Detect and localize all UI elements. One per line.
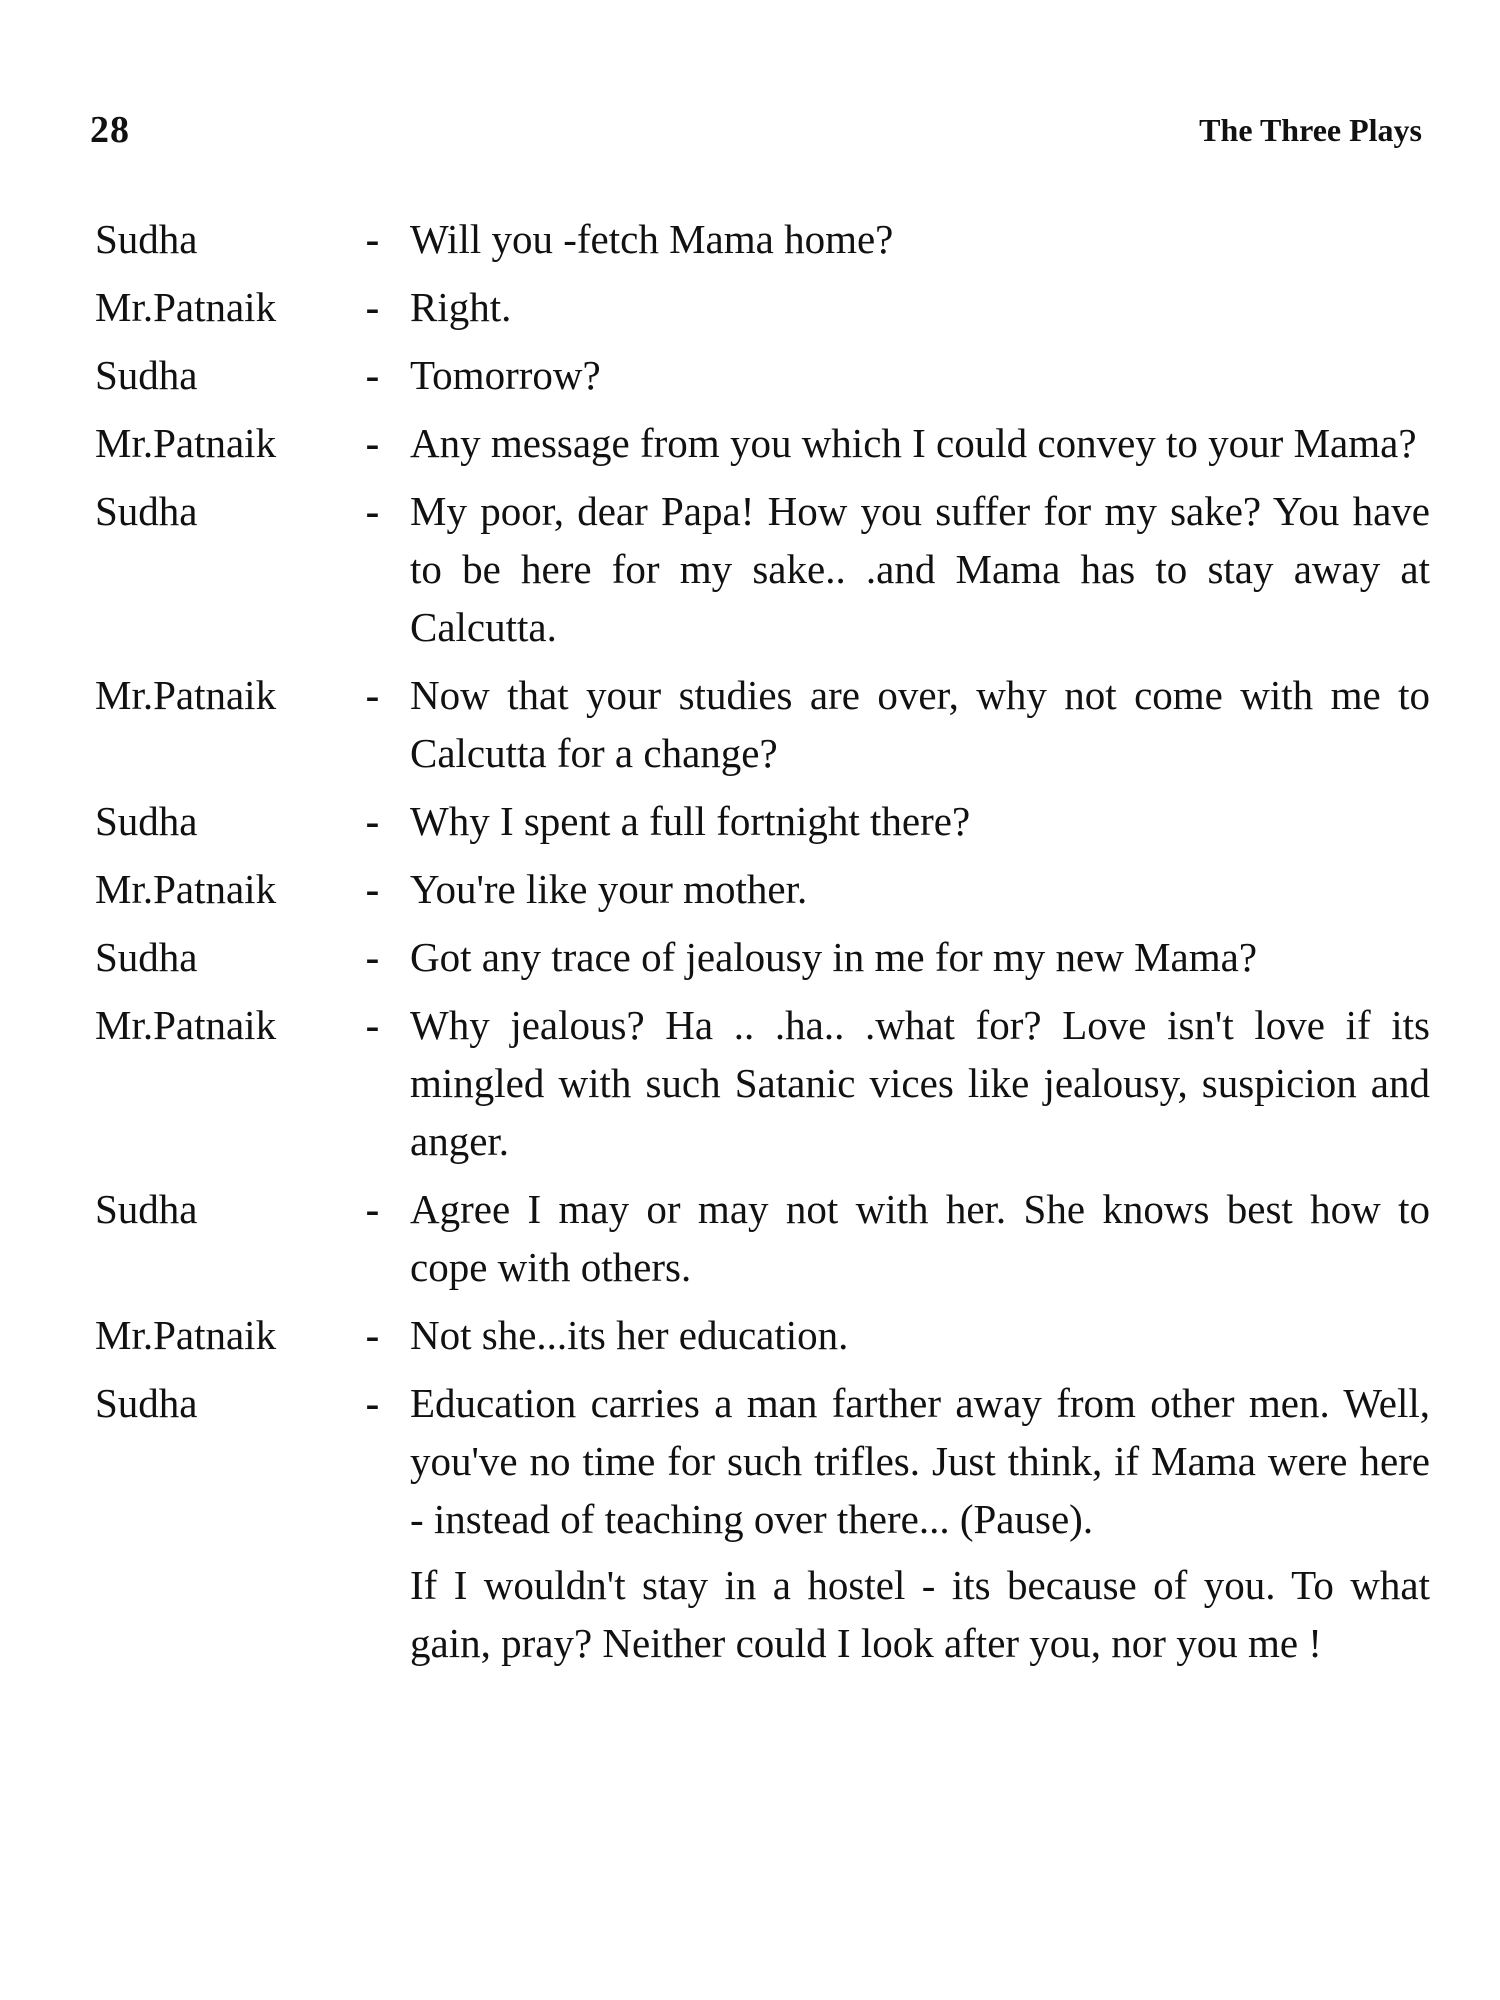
dialogue-line — [95, 792, 1430, 850]
speech-text — [410, 1180, 1430, 1296]
play-script — [95, 210, 1430, 1682]
speech-text — [410, 792, 1430, 850]
speech-paragraph: Got any trace of jealousy in me for my new Mama? — [410, 934, 1258, 980]
speech-text — [410, 996, 1430, 1170]
speech-text — [410, 414, 1430, 472]
speaker-dash: - — [365, 1312, 380, 1358]
speech-paragraph: You're like your mother. — [410, 866, 808, 912]
speaker-dash: - — [365, 1002, 380, 1048]
speaker-dash: - — [365, 284, 380, 330]
speaker-name: Sudha — [95, 352, 198, 398]
speech-paragraph: Agree I may or may not with her. She knows best how to cope with others. — [410, 1186, 1430, 1290]
speaker-name: Mr.Patnaik — [95, 1312, 277, 1358]
speech-text — [410, 278, 1430, 336]
dialogue-line — [95, 414, 1430, 472]
speaker-dash: - — [365, 934, 380, 980]
speaker-name: Mr.Patnaik — [95, 672, 277, 718]
dialogue-line — [95, 1180, 1430, 1296]
speech-paragraph: Education carries a man farther away from other men. Well, you've no time for such trifles. Just think, if Mama were here - instead of teaching over there... (Pause). — [410, 1380, 1430, 1542]
speaker-dash: - — [365, 866, 380, 912]
speech-paragraph: Will you -fetch Mama home? — [410, 216, 894, 262]
dialogue-line — [95, 666, 1430, 782]
speaker-dash: - — [365, 798, 380, 844]
speaker-dash: - — [365, 352, 380, 398]
speaker-dash: - — [365, 672, 380, 718]
speaker-name: Sudha — [95, 216, 198, 262]
speech-paragraph: Why I spent a full fortnight there? — [410, 798, 971, 844]
speaker-name: Mr.Patnaik — [95, 284, 277, 330]
speaker-name: Sudha — [95, 798, 198, 844]
speech-text — [410, 1306, 1430, 1364]
speaker-name: Sudha — [95, 1186, 198, 1232]
speech-paragraph: Tomorrow? — [410, 352, 601, 398]
speech-paragraph: Not she...its her education. — [410, 1312, 849, 1358]
speaker-name: Mr.Patnaik — [95, 420, 277, 466]
dialogue-line — [95, 996, 1430, 1170]
speech-paragraph: If I wouldn't stay in a hostel - its because of you. To what gain, pray? Neither could I look after you, nor you me ! — [410, 1562, 1430, 1666]
dialogue-line — [95, 860, 1430, 918]
speaker-dash: - — [365, 488, 380, 534]
dialogue-line — [95, 346, 1430, 404]
dialogue-line — [95, 278, 1430, 336]
speaker-dash: - — [365, 216, 380, 262]
speech-paragraph: Right. — [410, 284, 512, 330]
speech-text — [410, 210, 1430, 268]
speaker-name: Sudha — [95, 488, 198, 534]
running-title: The Three Plays — [1199, 112, 1422, 148]
speech-text — [410, 928, 1430, 986]
speaker-dash: - — [365, 420, 380, 466]
speaker-dash: - — [365, 1380, 380, 1426]
speech-text — [410, 346, 1430, 404]
dialogue-line — [95, 928, 1430, 986]
speech-text — [410, 666, 1430, 782]
speech-text — [410, 482, 1430, 656]
dialogue-line — [95, 482, 1430, 656]
speech-paragraph: Why jealous? Ha .. .ha.. .what for? Love isn't love if its mingled with such Satanic vices like jealousy, suspicion and anger. — [410, 1002, 1430, 1164]
speaker-dash: - — [365, 1186, 380, 1232]
dialogue-line — [95, 210, 1430, 268]
dialogue-line — [95, 1374, 1430, 1672]
speaker-name: Sudha — [95, 934, 198, 980]
speaker-name: Mr.Patnaik — [95, 1002, 277, 1048]
speech-text — [410, 860, 1430, 918]
speaker-name: Sudha — [95, 1380, 198, 1426]
speech-paragraph: Now that your studies are over, why not come with me to Calcutta for a change? — [410, 672, 1430, 776]
speech-paragraph: My poor, dear Papa! How you suffer for my sake? You have to be here for my sake.. .and Mama has to stay away at Calcutta. — [410, 488, 1430, 650]
dialogue-line — [95, 1306, 1430, 1364]
speaker-name: Mr.Patnaik — [95, 866, 277, 912]
page-number: 28 — [90, 109, 130, 151]
speech-text — [410, 1374, 1430, 1672]
speech-paragraph: Any message from you which I could convey to your Mama? — [410, 420, 1417, 466]
